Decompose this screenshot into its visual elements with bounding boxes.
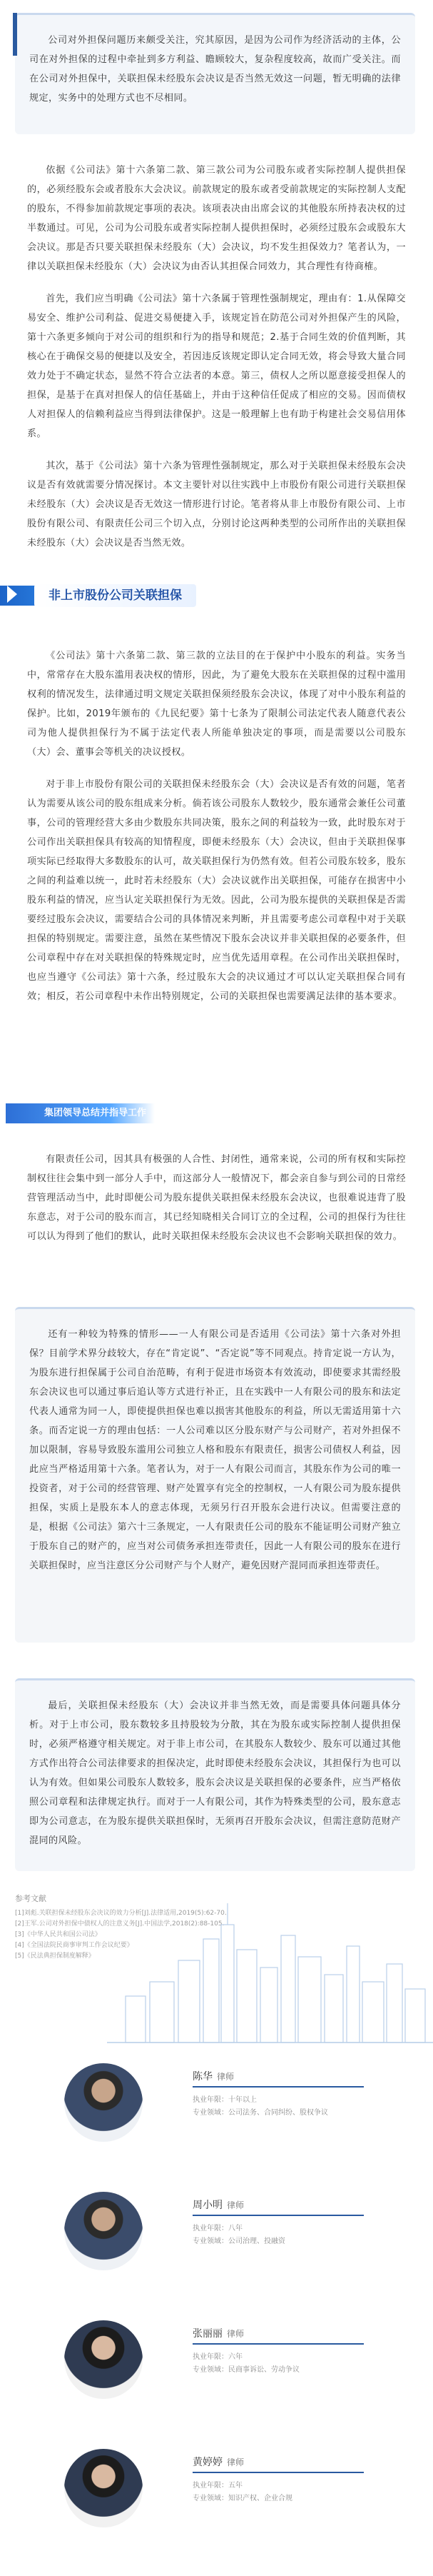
reference-item: [2]王军.公司对外担保中债权人的注意义务[J].中国法学,2018(2):88-105. [15,1920,225,1928]
author-detail: 专业领域：公司治理、投融资 [193,2237,285,2245]
reference-item: [3]《中华人民共和国公司法》 [15,1931,101,1938]
author-role: 律师 [227,2200,245,2210]
section-title: 非上市股份公司关联担保 [34,584,196,607]
body-paragraph: 《公司法》第十六条第二款、第三款的立法目的在于保护中小股东的利益。实务当中，常常存在大股东滥用表决权的情形，因此，为了避免大股东在关联担保的过程中滥用权利的情况发生，法律通过明文规定关联担保须经股东会决议，体现了对中小股东利益的保护。比如，2019年颁布的《九民纪要》第十七条为了限制公司法定代表人随意代表公司为他人提供担保行为不属于法定代表人所能单独决定的事项，而是需要以公司股东（大）会、董事会等机关的决议授权。 [27,651,406,758]
author-name: 张丽丽 [193,2328,223,2340]
special-case-box [15,1307,415,1643]
intro-paragraph: 公司对外担保问题历来颇受关注，究其原因，是因为公司作为经济活动的主体，公司在对外担保的过程中牵扯到多方利益、瞻顾较大，复杂程度较高，故而广受关注。而在公司对外担保中，关联担保未经股东会决议是否当然无效这一问题，暂无明确的法律规定，实务中的处理方式也不尽相同。 [29,35,401,104]
avatar [64,2192,143,2270]
author-card [0,2439,433,2553]
section-header-2 [0,1096,433,1128]
author-detail: 执业年限：八年 [193,2225,243,2232]
author-detail: 专业领域：民商事诉讼、劳动争议 [193,2366,300,2374]
author-detail: 执业年限：六年 [193,2353,243,2361]
body-section-3 [27,1150,406,1259]
author-name: 黄婷婷 [193,2457,223,2468]
author-card [0,2053,433,2167]
author-detail: 执业年限：五年 [193,2482,243,2490]
reference-item: [1]刘彪.关联担保未经股东会决议的效力分析[J].法律适用,2019(5):62-70. [15,1910,227,1917]
author-divider [193,2343,364,2345]
closing-box [15,1678,415,1871]
author-detail: 执业年限：十年以上 [193,2096,257,2104]
body-paragraph: 最后，关联担保未经股东（大）会决议并非当然无效，而是需要具体问题具体分析。对于上市公司，股东数较多且持股较为分散，其在为股东或实际控制人提供担保时，必须严格遵守相关规定。对于非上市公司，在其股东人数较少、股东可以通过其他方式作出符合公司法律要求的担保决定，此时即使未经股东会决议，其担保行为也可以认为有效。但如果公司股东人数较多，股东会决议是关联担保的必要条件，应当严格依照公司章程和法律规定执行。而对于一人有限公司，其作为特殊类型的公司，股东意志即为公司意志，在为股东提供关联担保时，无须再召开股东会决议，但需注意防范财产混同的风险。 [29,1700,401,1846]
author-divider [193,2215,364,2216]
author-name: 陈华 [193,2071,213,2083]
author-name-row [193,2069,234,2083]
author-detail: 专业领域：公司法务、合同纠纷、股权争议 [193,2109,328,2117]
author-divider [193,2086,364,2088]
arrow-right-icon [7,586,17,603]
reference-item: [4]《全国法院民商事审判工作会议纪要》 [15,1942,133,1949]
author-divider [193,2472,364,2473]
author-name: 周小明 [193,2200,223,2211]
author-role: 律师 [227,2329,245,2339]
avatar [64,2449,143,2527]
author-role: 律师 [217,2072,235,2082]
reference-item: [5]《民法典担保制度解释》 [15,1953,95,1960]
section-header-1 [0,578,433,610]
author-name-row [193,2197,244,2212]
avatar [64,2063,143,2142]
author-card [0,2310,433,2425]
body-paragraph: 还有一种较为特殊的情形——一人有限公司是否适用《公司法》第十六条对外担保？目前学术界分歧较大，存在“肯定说”、“否定说”等不同观点。持肯定说一方认为，为股东进行担保属于公司自治范畴，有利于促进市场资本有效流动，即使要求其需经股东会决议也可以通过事后追认等方式进行补正，且在实践中一人有限公司的股东和法定代表人通常为同一人，即使提供担保也难以损害其他股东的利益，所以无需适用第十六条。而否定说一方的理由包括：一人公司难以区分股东财产与公司财产，若对外担保不加以限制，容易导致股东滥用公司独立人格和股东有限责任，损害公司债权人利益，因此应当严格适用第十六条。笔者认为，对于一人有限公司而言，其股东作为公司的唯一投资者，对于公司的经营管理、财产处置享有完全的控制权，一人有限公司为股东提供担保，实质上是股东本人的意志体现，无须另行召开股东会进行决议。但需要注意的是，根据《公司法》第六十三条规定，一人有限责任公司的股东不能证明公司财产独立于股东自己的财产的，应当对公司债务承担连带责任，因此一人有限公司的股东在进行关联担保时，应当注意区分公司财产与个人财产，避免因财产混同而承担连带责任。 [29,1329,401,1571]
body-paragraph: 首先，我们应当明确《公司法》第十六条属于管理性强制规定，理由有：1.从保障交易安全、维护公司利益、促进交易便捷入手，该规定旨在防范公司对外担保产生的风险，第十六条更多倾向于对公司的组织和行为的指导和规范；2.基于合同生效的价值判断，其核心在于确保交易的便捷以及安全，若因违反该规定即认定合同无效，将会导致大量合同效力处于不确定状态，显然不符合立法者的本意。第三，债权人之所以愿意接受担保人的担保，是基于在真对担保人的信任基础上，并由于这种信任促成了相应的交易。因而债权人对担保人的信赖利益应当得到法律保护。这是一般理解上也有助于构建社会交易信用体系。 [27,294,406,439]
references-heading: 参考文献 [15,1894,46,1903]
body-section-1 [27,161,406,566]
avatar [64,2320,143,2399]
author-card [0,2182,433,2296]
author-name-row [193,2326,244,2340]
intro-accent [13,13,17,56]
author-detail: 专业领域：知识产权、企业合规 [193,2495,292,2502]
body-section-2 [27,646,406,1019]
intro-box [15,13,415,134]
author-role: 律师 [227,2457,245,2467]
body-paragraph: 依据《公司法》第十六条第二款、第三款公司为公司股东或者实际控制人提供担保的，必须经股东会或者股东大会决议。前款规定的股东或者受前款规定的实际控制人支配的股东，不得参加前款规定事项的表决。该项表决由出席会议的其他股东所持表决权的过半数通过。可见，公司为公司股东或者实际控制人提供担保时，必须经过股东会或股东大会决议。那是否只要关联担保未经股东（大）会决议，均不发生担保效力？笔者认为，一律以关联担保未经股东（大）会决议为由否认其担保合同效力，其合理性有待商榷。 [27,165,406,272]
author-name-row [193,2455,244,2469]
body-paragraph: 其次，基于《公司法》第十六条为管理性强制规定，那么对于关联担保未经股东会决议是否有效就需要分情况探讨。本文主要针对以往实践中上市股份有限公司进行关联担保未经股东（大）会决议是否无效这一情形进行讨论。笔者将从非上市股份有限公司、上市股份有限公司、有限责任公司三个切入点，分别讨论这两种类型的公司所作出的关联担保未经股东（大）会决议是否当然无效。 [27,461,406,548]
city-skyline-illustration [0,1896,433,2046]
section-title: 集团领导总结并指导工作 [6,1103,155,1123]
body-paragraph: 有限责任公司，因其具有极强的人合性、封闭性，通常来说，公司的所有权和实际控制权往往会集中到一部分人手中，而这部分人一般情况下，都会亲自参与到公司的日常经营管理活动当中，此时即便公司为股东提供关联担保未经股东会决议，也很难说违背了股东意志，对于公司的股东而言，其已经知晓相关合同订立的全过程，公司的担保行为往往可以认为得到了他们的默认，此时关联担保未经股东会决议也不会影响关联担保的效力。 [27,1154,406,1242]
body-paragraph: 对于非上市股份有限公司的关联担保未经股东会（大）会决议是否有效的问题，笔者认为需要从该公司的股东组成来分析。倘若该公司股东人数较少，股东通常会兼任公司董事，公司的管理经营大多由少数股东共同决策，股东之间的利益较为一致，此时股东对于公司作出关联担保具有较高的知情程度，即便未经股东（大）会决议，但由于关联担保事项实际已经取得大多数股东的认可，故关联担保行为仍然有效。但若公司股东较多，股东之间的利益难以统一，此时若未经股东（大）会决议就作出关联担保，可能存在损害中小股东利益的情况，应当认定关联担保行为无效。因此，公司为股东提供的关联担保是否需要经过股东会决议，需要结合公司的具体情况来判断，并且需要考虑公司章程中对于关联担保的特别规定。需要注意，虽然在某些情况下股东会决议并非关联担保的必要条件，但公司章程中存在对关联担保的特殊规定时，应当优先适用章程。在公司作出关联担保时，也应当遵守《公司法》第十六条，经过股东大会的决议通过才可以认定关联担保合同有效；相反，若公司章程中未作出特别规定，公司的关联担保也需要满足法律的基本要求。 [27,779,406,1002]
